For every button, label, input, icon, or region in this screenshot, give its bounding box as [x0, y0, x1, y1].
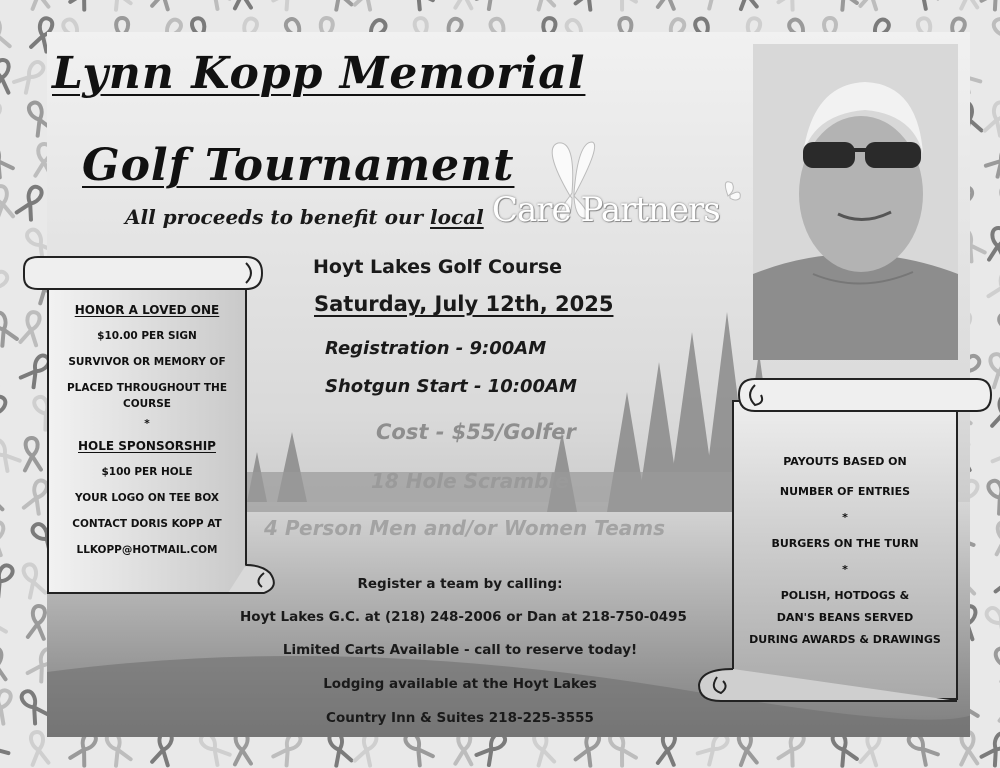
awareness-ribbon-icon — [0, 647, 6, 680]
sponsorship-heading: HOLE SPONSORSHIP — [78, 439, 216, 453]
awareness-ribbon-icon — [476, 0, 509, 9]
awareness-ribbon-icon — [698, 0, 732, 9]
register-heading: Register a team by calling: — [357, 576, 563, 592]
lodging-line-1: Lodging available at the Hoyt Lakes — [323, 676, 597, 692]
phone-numbers: Hoyt Lakes G.C. at (218) 248-2006 or Dan at 218-750-0495 — [240, 609, 687, 625]
portrait-photo-icon — [753, 44, 958, 360]
awareness-ribbon-icon — [0, 478, 2, 513]
awareness-ribbon-icon — [0, 0, 8, 8]
awareness-ribbon-icon — [0, 185, 13, 219]
awareness-ribbon-icon — [0, 310, 17, 346]
event-date: Saturday, July 12th, 2025 — [314, 292, 614, 316]
awareness-ribbon-icon — [233, 0, 251, 8]
awareness-ribbon-icon — [326, 0, 352, 10]
awareness-ribbon-icon — [0, 688, 14, 724]
honor-line-4: COURSE — [123, 398, 171, 410]
awareness-ribbon-icon — [273, 0, 304, 9]
awareness-ribbon-icon — [0, 562, 17, 597]
teams: 4 Person Men and/or Women Teams — [264, 516, 666, 540]
awareness-ribbon-icon — [0, 268, 11, 303]
awareness-ribbon-icon — [860, 0, 882, 9]
food-line-2: DAN'S BEANS SERVED — [776, 611, 914, 624]
honor-line-3: PLACED THROUGHOUT THE — [66, 382, 228, 394]
awareness-ribbon-icon — [0, 142, 13, 177]
awareness-ribbon-icon — [985, 100, 1000, 135]
honor-heading: HONOR A LOVED ONE — [74, 303, 220, 317]
registration-time: Registration - 9:00AM — [325, 338, 547, 359]
food-line-1: POLISH, HOTDOGS & — [780, 589, 910, 602]
lodging-line-2: Country Inn & Suites 218-225-3555 — [326, 710, 594, 726]
awareness-ribbon-icon — [0, 59, 11, 92]
sponsorship-price: $100 PER HOLE — [101, 466, 193, 478]
awareness-ribbon-icon — [28, 0, 48, 9]
venue: Hoyt Lakes Golf Course — [313, 256, 563, 278]
awareness-ribbon-icon — [988, 268, 1000, 304]
payouts-scroll — [695, 377, 995, 705]
payouts-separator-2: * — [842, 563, 848, 576]
awareness-ribbon-icon — [70, 0, 100, 10]
awareness-ribbon-icon — [0, 604, 6, 640]
cost: Cost - $55/Golfer — [376, 420, 576, 444]
awareness-ribbon-icon — [990, 16, 1000, 52]
carts-note: Limited Carts Available - call to reserve today! — [282, 642, 638, 658]
awareness-ribbon-icon — [401, 0, 432, 9]
format: 18 Hole Scramble — [371, 469, 569, 493]
sponsorship-line-3: CONTACT DORIS KOPP AT — [72, 518, 222, 530]
awareness-ribbon-icon — [455, 0, 472, 8]
awareness-ribbon-icon — [576, 0, 603, 10]
awareness-ribbon-icon — [17, 184, 46, 220]
honor-price: $10.00 PER SIGN — [97, 330, 197, 342]
awareness-ribbon-icon — [14, 58, 47, 92]
honor-scroll — [18, 255, 282, 600]
awareness-ribbon-icon — [355, 0, 380, 10]
awareness-ribbon-icon — [981, 730, 1000, 766]
subtitle-emphasis: local — [430, 205, 484, 229]
subtitle — [125, 205, 484, 229]
awareness-ribbon-icon — [18, 688, 49, 724]
awareness-ribbon-icon — [996, 522, 1000, 555]
care-partners-logo: Care Partners — [492, 190, 720, 230]
awareness-ribbon-icon — [0, 394, 9, 430]
awareness-ribbon-icon — [0, 100, 4, 136]
awareness-ribbon-icon — [531, 0, 554, 9]
payouts-separator-1: * — [842, 511, 848, 524]
awareness-ribbon-icon — [658, 0, 678, 9]
payouts-line-1: PAYOUTS BASED ON — [783, 455, 907, 468]
awareness-ribbon-icon — [0, 730, 8, 764]
title-line-2: Golf Tournament — [82, 140, 515, 191]
awareness-ribbon-icon — [28, 731, 48, 765]
awareness-ribbon-icon — [986, 142, 1000, 176]
awareness-ribbon-icon — [989, 228, 1000, 261]
awareness-ribbon-icon — [606, 0, 636, 10]
awareness-ribbon-icon — [28, 605, 48, 639]
title-line-1: Lynn Kopp Memorial — [52, 48, 586, 99]
food-line-3: DURING AWARDS & DRAWINGS — [749, 633, 941, 646]
honor-line-2: SURVIVOR OR MEMORY OF — [68, 356, 226, 368]
awareness-ribbon-icon — [778, 0, 807, 10]
awareness-ribbon-icon — [197, 0, 230, 9]
burgers-line: BURGERS ON THE TURN — [771, 537, 919, 550]
awareness-ribbon-icon — [959, 0, 977, 9]
shotgun-start-time: Shotgun Start - 10:00AM — [325, 376, 577, 397]
awareness-ribbon-icon — [905, 0, 938, 9]
awareness-ribbon-icon — [152, 0, 175, 9]
awareness-ribbon-icon — [0, 521, 6, 555]
awareness-ribbon-icon — [736, 0, 757, 9]
subtitle-prefix: All proceeds to benefit our — [125, 205, 431, 229]
sponsorship-line-2: YOUR LOGO ON TEE BOX — [74, 492, 220, 504]
awareness-ribbon-icon — [996, 562, 1000, 598]
awareness-ribbon-icon — [981, 0, 1000, 9]
awareness-ribbon-icon — [995, 310, 1000, 345]
sponsorship-email: LLKOPP@HOTMAIL.COM — [76, 544, 218, 556]
awareness-ribbon-icon — [0, 16, 10, 52]
awareness-ribbon-icon — [829, 0, 857, 10]
awareness-ribbon-icon — [0, 226, 1, 261]
payouts-line-2: NUMBER OF ENTRIES — [779, 485, 911, 498]
awareness-ribbon-icon — [0, 436, 20, 471]
awareness-ribbon-icon — [103, 0, 131, 10]
scroll-separator: * — [144, 418, 150, 430]
